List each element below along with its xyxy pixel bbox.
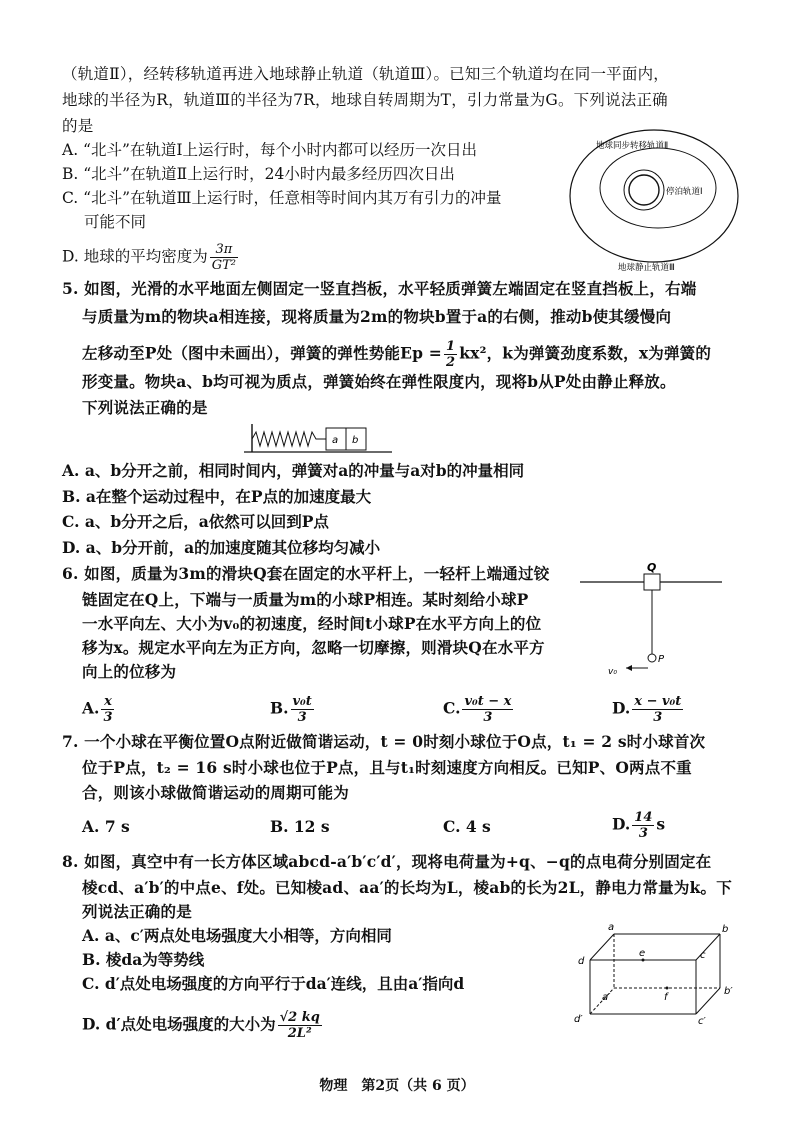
q4-density-fraction — [210, 242, 238, 273]
q7-d-unit: s — [656, 814, 666, 834]
q6-a-num: x — [101, 694, 114, 710]
label-d1: d′ — [574, 1014, 583, 1025]
q4-frac-den: GT² — [211, 258, 237, 273]
q5-option-a: A. a、b分开之前，相同时间内，弹簧对a的冲量与a对b的冲量相同 — [62, 461, 525, 480]
q8-line-2: 棱cd、a′b′的中点e、f处。已知棱ad、aa′的长均为L，棱ab的长为2L，静电力常量为k。下 — [82, 878, 732, 897]
q5-option-b: B. a在整个运动过程中，在P点的加速度最大 — [62, 487, 372, 506]
spring-figure — [244, 420, 394, 456]
q4-option-d — [62, 242, 240, 273]
q7-line-3: 合，则该小球做简谐运动的周期可能为 — [82, 783, 349, 802]
q5-line-4: 形变量。物块a、b均可视为质点，弹簧始终在弹性限度内，现将b从P处由静止释放。 — [82, 372, 676, 391]
q6-option-c-label: C. — [443, 698, 461, 718]
q6-line-2: 链固定在Q上，下端与一质量为m的小球P相连。某时刻给小球P — [82, 590, 529, 609]
q5-line-2: 与质量为m的物块a相连接，现将质量为2m的物块b置于a的右侧，推动b使其缓慢向 — [82, 307, 672, 326]
q7-option-b: B. 12 s — [270, 817, 330, 836]
q5-line-3-text: 左移动至P处（图中未画出），弹簧的弹性势能Ep = — [82, 343, 442, 363]
q5-option-d: D. a、b分开前，a的加速度随其位移均匀减小 — [62, 538, 381, 557]
block-a-label: a — [332, 435, 339, 446]
velocity-arrowhead — [626, 665, 632, 671]
block-b-label: b — [352, 435, 359, 446]
q4-option-c: C. “北斗”在轨道Ⅲ上运行时，任意相等时间内其万有引力的冲量 — [62, 189, 502, 207]
q6-option-b-label: B. — [270, 698, 289, 718]
q7-d-num: 14 — [634, 810, 653, 825]
q5-line-3-rest: ，k为弹簧劲度系数，x为弹簧的 — [486, 343, 712, 363]
label-parking-orbit: 停泊轨道Ⅰ — [666, 187, 703, 197]
q7-option-d-frac — [632, 810, 654, 841]
parking-orbit-circle — [624, 170, 664, 210]
q6-option-b — [270, 694, 316, 725]
q8-d-den: 2L² — [287, 1026, 312, 1041]
q6-line-4: 移为x。规定水平向左为正方向，忽略一切摩擦，则滑块Q在水平方 — [82, 638, 545, 657]
point-f — [666, 987, 669, 990]
q5-line-3 — [82, 339, 711, 370]
label-c: c — [700, 950, 706, 961]
q8-option-d-text: D. d′点处电场强度的大小为 — [82, 1014, 276, 1034]
q8-option-d-frac — [278, 1010, 322, 1041]
q4-option-d-text: D. 地球的平均密度为 — [62, 247, 208, 266]
ball-p-label: P — [658, 654, 665, 665]
q6-option-a — [82, 694, 116, 725]
q6-line-3: 一水平向左、大小为v₀的初速度，经时间t小球P在水平方向上的位 — [82, 614, 542, 633]
q6-option-c-frac — [462, 694, 513, 725]
q6-option-d — [612, 694, 685, 725]
q4-option-b: B. “北斗”在轨道Ⅱ上运行时，24小时内最多经历四次日出 — [62, 165, 455, 183]
cuboid-figure — [568, 920, 748, 1026]
q6-line-1: 6. 如图，质量为3m的滑块Q套在固定的水平杆上，一轻杆上端通过铰 — [62, 564, 550, 583]
q4-option-a: A. “北斗”在轨道Ⅰ上运行时，每个小时内都可以经历一次日出 — [62, 141, 478, 159]
q7-option-d — [612, 810, 665, 841]
q7-line-1: 7. 一个小球在平衡位置O点附近做简谐运动，t = 0时刻小球位于O点，t₁ = 2 s时小球首次 — [62, 732, 706, 751]
page-footer: 物理 第2页（共 6 页） — [319, 1078, 475, 1094]
q4-line-2: 地球的半径为R，轨道Ⅲ的半径为7R，地球自转周期为T，引力常量为G。下列说法正确 — [62, 91, 668, 109]
q8-option-c: C. d′点处电场强度的方向平行于da′连线，且由a′指向d — [82, 974, 465, 993]
q8-option-a: A. a、c′两点处电场强度大小相等，方向相同 — [82, 926, 392, 945]
q6-option-b-frac — [291, 694, 314, 725]
q7-d-den: 3 — [638, 826, 648, 841]
label-geo-orbit: 地球静止轨道Ⅲ — [618, 263, 675, 273]
orbit-figure — [566, 128, 742, 276]
q7-line-2: 位于P点，t₂ = 16 s时小球也位于P点，且与t₁时刻速度方向相反。已知P、O两点不重 — [82, 758, 692, 777]
q4-option-c-cont: 可能不同 — [84, 213, 147, 231]
q6-option-d-label: D. — [612, 698, 631, 718]
q6-c-den: 3 — [483, 710, 493, 725]
label-b: b — [722, 924, 729, 935]
q5-ep-num: 1 — [445, 339, 456, 354]
q7-option-a: A. 7 s — [82, 817, 130, 836]
earth-circle — [629, 175, 659, 205]
q4-frac-num: 3π — [210, 242, 238, 258]
label-a: a — [608, 922, 615, 933]
q7-option-c: C. 4 s — [443, 817, 491, 836]
edge-c1b1 — [696, 988, 720, 1014]
q8-line-1: 8. 如图，真空中有一长方体区域abcd-a′b′c′d′，现将电荷量为+q、−q的点电荷分别固定在 — [62, 852, 712, 871]
q6-option-a-frac — [101, 694, 114, 725]
q6-c-num: v₀t − x — [464, 694, 512, 709]
label-e: e — [639, 948, 646, 959]
ball-p — [648, 654, 656, 662]
q6-d-den: 3 — [653, 710, 663, 725]
q6-b-den: 3 — [297, 710, 307, 725]
velocity-label: v₀ — [608, 667, 617, 677]
q5-line-5: 下列说法正确的是 — [82, 398, 208, 417]
q8-option-b: B. 棱da为等势线 — [82, 950, 205, 969]
q6-option-a-label: A. — [82, 698, 100, 718]
q6-option-d-frac — [632, 694, 683, 725]
q8-d-num: √2 kq — [279, 1010, 320, 1025]
q8-option-d — [82, 1010, 324, 1041]
q5-ep-tail: kx² — [459, 343, 487, 363]
q5-ep-den: 2 — [445, 355, 456, 370]
spring — [252, 432, 326, 446]
label-f: f — [664, 992, 668, 1003]
label-d: d — [578, 956, 585, 967]
slider-figure — [576, 562, 726, 682]
label-transfer-orbit: 地球同步转移轨道Ⅱ — [596, 141, 669, 151]
q4-line-3: 的是 — [62, 117, 94, 135]
label-c1: c′ — [698, 1016, 706, 1026]
edge-da — [590, 934, 614, 960]
label-b1: b′ — [724, 986, 733, 997]
q5-ep-fraction — [444, 339, 457, 370]
slider-q — [644, 574, 660, 590]
q6-option-c — [443, 694, 515, 725]
q6-b-num: v₀t — [292, 694, 312, 709]
q6-d-num: x − v₀t — [634, 694, 682, 709]
q4-line-1: （轨道Ⅱ），经转移轨道再进入地球静止轨道（轨道Ⅲ）。已知三个轨道均在同一平面内， — [62, 65, 669, 83]
label-a1: a′ — [602, 992, 611, 1003]
q6-a-den: 3 — [103, 710, 113, 725]
q5-line-1: 5. 如图，光滑的水平地面左侧固定一竖直挡板，水平轻质弹簧左端固定在竖直挡板上，右端 — [62, 279, 697, 298]
q5-option-c: C. a、b分开之后，a依然可以回到P点 — [62, 512, 329, 531]
q7-option-d-label: D. — [612, 814, 631, 834]
q6-line-5: 向上的位移为 — [82, 662, 177, 681]
q8-line-3: 列说法正确的是 — [82, 902, 192, 921]
slider-q-label: Q — [647, 562, 657, 574]
